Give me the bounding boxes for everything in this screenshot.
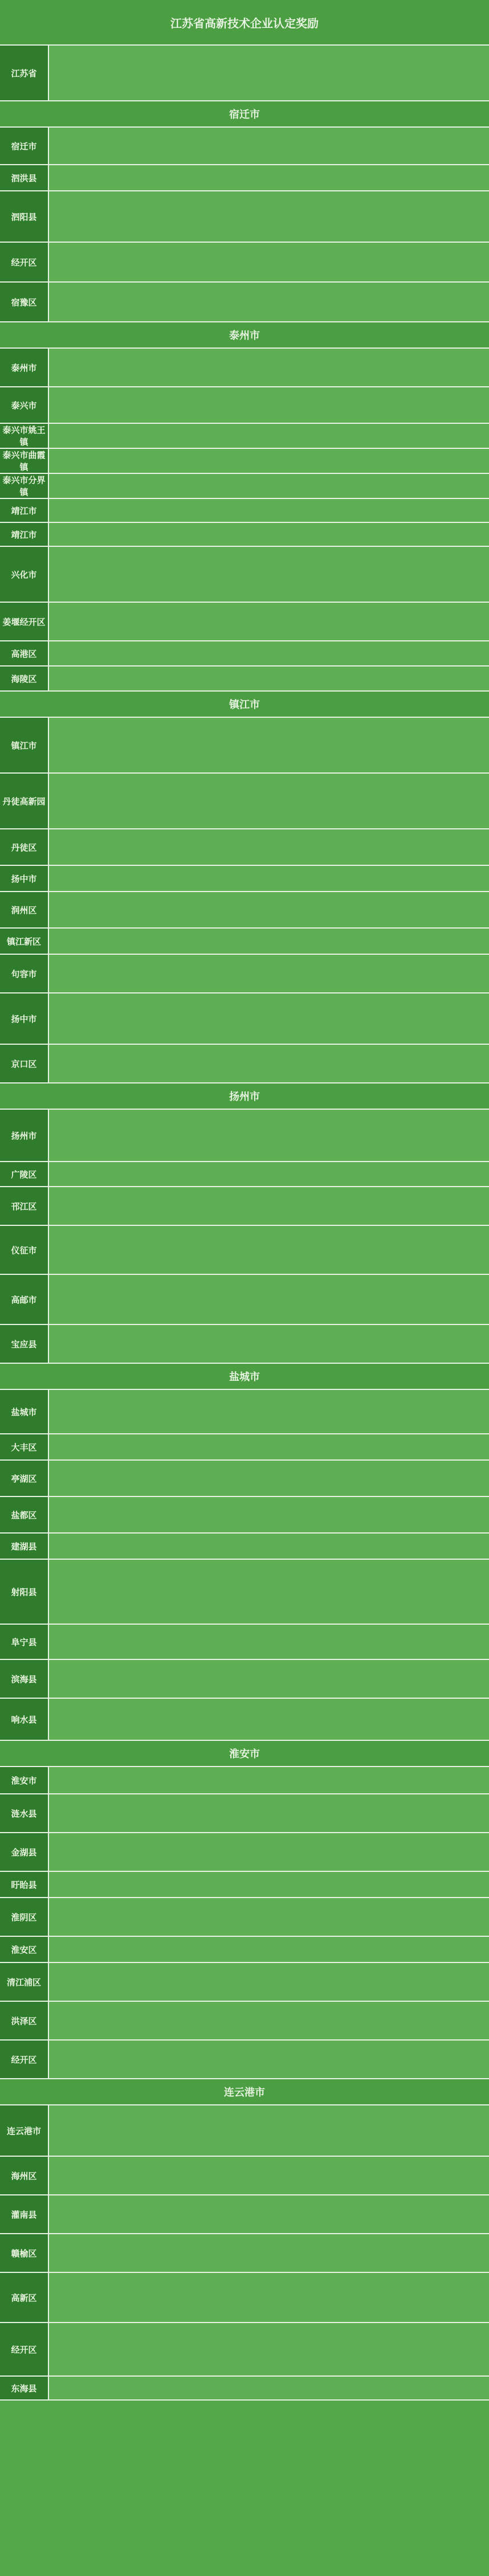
region-policy bbox=[49, 1560, 489, 1624]
region-name: 阜宁县 bbox=[0, 1625, 49, 1659]
region-policy bbox=[49, 1325, 489, 1363]
table-row bbox=[0, 1226, 489, 1275]
table-row bbox=[0, 1625, 489, 1660]
region-policy bbox=[49, 499, 489, 522]
region-name: 镇江新区 bbox=[0, 929, 49, 954]
region-name: 经开区 bbox=[0, 2323, 49, 2375]
table-row bbox=[0, 1187, 489, 1226]
region-policy bbox=[49, 718, 489, 772]
region-policy bbox=[49, 829, 489, 865]
region-name: 响水县 bbox=[0, 1699, 49, 1740]
region-policy bbox=[49, 1497, 489, 1532]
region-policy bbox=[49, 1898, 489, 1936]
region-policy bbox=[49, 774, 489, 828]
region-policy bbox=[49, 2234, 489, 2272]
table-row bbox=[0, 866, 489, 892]
region-policy bbox=[49, 1275, 489, 1324]
region-name: 洪泽区 bbox=[0, 2002, 49, 2039]
region-policy bbox=[49, 1162, 489, 1186]
city-header: 连云港市 bbox=[0, 2079, 489, 2105]
table-row bbox=[0, 449, 489, 474]
region-name: 广陵区 bbox=[0, 1162, 49, 1186]
region-policy bbox=[49, 1110, 489, 1161]
region-policy bbox=[49, 1390, 489, 1433]
region-name: 宝应县 bbox=[0, 1325, 49, 1363]
region-name: 靖江市 bbox=[0, 523, 49, 546]
region-name: 兴化市 bbox=[0, 547, 49, 602]
region-name: 句容市 bbox=[0, 955, 49, 992]
region-name: 扬中市 bbox=[0, 866, 49, 891]
table-row bbox=[0, 1660, 489, 1699]
table-row bbox=[0, 387, 489, 424]
region-name: 赣榆区 bbox=[0, 2234, 49, 2272]
region-name: 京口区 bbox=[0, 1045, 49, 1082]
region-name: 泰兴市 bbox=[0, 387, 49, 423]
region-name: 海州区 bbox=[0, 2157, 49, 2194]
region-policy bbox=[49, 2002, 489, 2039]
table-row bbox=[0, 1833, 489, 1872]
table-row bbox=[0, 547, 489, 603]
table-row bbox=[0, 2273, 489, 2323]
page-title: 江苏省高新技术企业认定奖励 bbox=[0, 0, 489, 46]
table-row bbox=[0, 1534, 489, 1560]
region-policy bbox=[49, 1699, 489, 1740]
region-name: 滨海县 bbox=[0, 1660, 49, 1698]
region-policy bbox=[49, 1660, 489, 1698]
region-policy bbox=[49, 1963, 489, 2001]
region-name: 射阳县 bbox=[0, 1560, 49, 1624]
region-name: 润州区 bbox=[0, 892, 49, 927]
table-row bbox=[0, 1699, 489, 1741]
region-policy bbox=[49, 46, 489, 100]
table-row bbox=[0, 1275, 489, 1325]
region-policy bbox=[49, 349, 489, 386]
city-header: 镇江市 bbox=[0, 692, 489, 718]
city-header: 泰州市 bbox=[0, 322, 489, 349]
table-row bbox=[0, 2234, 489, 2273]
region-name: 高邮市 bbox=[0, 1275, 49, 1324]
table-row bbox=[0, 1872, 489, 1898]
region-name: 经开区 bbox=[0, 243, 49, 281]
region-name: 宿迁市 bbox=[0, 128, 49, 164]
region-policy bbox=[49, 2041, 489, 2078]
region-policy bbox=[49, 603, 489, 640]
table-row bbox=[0, 603, 489, 641]
region-policy bbox=[49, 283, 489, 321]
table-row bbox=[0, 46, 489, 101]
region-policy bbox=[49, 1794, 489, 1832]
table-row bbox=[0, 1434, 489, 1461]
region-name: 仪征市 bbox=[0, 1226, 49, 1274]
table-row bbox=[0, 1045, 489, 1083]
region-policy bbox=[49, 892, 489, 927]
table-row bbox=[0, 499, 489, 523]
region-policy bbox=[49, 2157, 489, 2194]
table-row bbox=[0, 1898, 489, 1937]
region-name: 大丰区 bbox=[0, 1434, 49, 1459]
region-name: 清江浦区 bbox=[0, 1963, 49, 2001]
table-row bbox=[0, 128, 489, 165]
table-row bbox=[0, 993, 489, 1045]
table-row bbox=[0, 1560, 489, 1625]
region-policy bbox=[49, 128, 489, 164]
city-header: 盐城市 bbox=[0, 1364, 489, 1390]
table-row bbox=[0, 1162, 489, 1187]
table-row bbox=[0, 474, 489, 499]
region-name: 经开区 bbox=[0, 2041, 49, 2078]
region-name: 盐都区 bbox=[0, 1497, 49, 1532]
table-row bbox=[0, 892, 489, 929]
table-row bbox=[0, 424, 489, 449]
region-policy bbox=[49, 165, 489, 190]
region-name: 海陵区 bbox=[0, 667, 49, 690]
region-policy bbox=[49, 866, 489, 891]
table-row bbox=[0, 523, 489, 547]
table-row bbox=[0, 2105, 489, 2157]
region-name: 建湖县 bbox=[0, 1534, 49, 1559]
region-policy bbox=[49, 1937, 489, 1962]
region-policy bbox=[49, 387, 489, 423]
region-name: 宿豫区 bbox=[0, 283, 49, 321]
region-name: 丹徒高新园 bbox=[0, 774, 49, 828]
region-name: 盐城市 bbox=[0, 1390, 49, 1433]
region-policy bbox=[49, 641, 489, 665]
table-row bbox=[0, 955, 489, 993]
region-policy bbox=[49, 547, 489, 602]
region-policy bbox=[49, 1833, 489, 1871]
region-name: 扬州市 bbox=[0, 1110, 49, 1161]
region-policy bbox=[49, 1625, 489, 1659]
region-name: 姜堰经开区 bbox=[0, 603, 49, 640]
region-name: 高港区 bbox=[0, 641, 49, 665]
region-policy bbox=[49, 1045, 489, 1082]
region-name: 盱眙县 bbox=[0, 1872, 49, 1897]
region-name: 扬中市 bbox=[0, 993, 49, 1044]
table-row bbox=[0, 2195, 489, 2234]
table-row bbox=[0, 2041, 489, 2079]
table-row bbox=[0, 718, 489, 774]
region-name: 淮安区 bbox=[0, 1937, 49, 1962]
table-row bbox=[0, 191, 489, 243]
region-name: 镇江市 bbox=[0, 718, 49, 772]
region-policy bbox=[49, 1461, 489, 1496]
region-policy bbox=[49, 1226, 489, 1274]
region-policy bbox=[49, 1872, 489, 1897]
region-policy bbox=[49, 474, 489, 498]
table-row bbox=[0, 1963, 489, 2002]
region-name: 邗江区 bbox=[0, 1187, 49, 1225]
region-policy bbox=[49, 2105, 489, 2156]
region-name: 东海县 bbox=[0, 2377, 49, 2399]
region-policy bbox=[49, 993, 489, 1044]
table-row bbox=[0, 929, 489, 955]
region-policy bbox=[49, 449, 489, 473]
city-header: 淮安市 bbox=[0, 1741, 489, 1767]
region-name: 江苏省 bbox=[0, 46, 49, 100]
city-header: 宿迁市 bbox=[0, 101, 489, 128]
region-policy bbox=[49, 2377, 489, 2399]
table-row bbox=[0, 1390, 489, 1434]
region-name: 亭湖区 bbox=[0, 1461, 49, 1496]
region-name: 泰兴市曲霞镇 bbox=[0, 449, 49, 473]
table-row bbox=[0, 1461, 489, 1497]
region-policy bbox=[49, 2323, 489, 2375]
table-row bbox=[0, 2323, 489, 2377]
region-name: 金湖县 bbox=[0, 1833, 49, 1871]
region-policy bbox=[49, 2195, 489, 2233]
city-header: 扬州市 bbox=[0, 1083, 489, 1110]
region-policy bbox=[49, 929, 489, 954]
table-row bbox=[0, 2157, 489, 2195]
region-name: 泰兴市分界镇 bbox=[0, 474, 49, 498]
table-row bbox=[0, 1937, 489, 1963]
region-name: 泰州市 bbox=[0, 349, 49, 386]
region-name: 连云港市 bbox=[0, 2105, 49, 2156]
region-name: 灌南县 bbox=[0, 2195, 49, 2233]
table-row bbox=[0, 2002, 489, 2041]
region-name: 淮安市 bbox=[0, 1767, 49, 1793]
region-policy bbox=[49, 1434, 489, 1459]
table-row bbox=[0, 349, 489, 387]
table-row bbox=[0, 2377, 489, 2401]
region-policy bbox=[49, 1767, 489, 1793]
region-name: 涟水县 bbox=[0, 1794, 49, 1832]
region-policy bbox=[49, 1187, 489, 1225]
region-policy bbox=[49, 955, 489, 992]
region-policy bbox=[49, 1534, 489, 1559]
table-row bbox=[0, 774, 489, 829]
region-policy bbox=[49, 243, 489, 281]
region-policy bbox=[49, 2273, 489, 2322]
table-row bbox=[0, 165, 489, 191]
region-name: 泰兴市姚王镇 bbox=[0, 424, 49, 448]
table-row bbox=[0, 243, 489, 283]
table-row bbox=[0, 1767, 489, 1794]
table-row bbox=[0, 641, 489, 667]
region-name: 丹徒区 bbox=[0, 829, 49, 865]
region-name: 淮阴区 bbox=[0, 1898, 49, 1936]
table-row bbox=[0, 829, 489, 866]
region-name: 泗阳县 bbox=[0, 191, 49, 242]
table-row bbox=[0, 667, 489, 692]
table-row bbox=[0, 1794, 489, 1833]
region-policy bbox=[49, 424, 489, 448]
table-row bbox=[0, 1497, 489, 1534]
region-name: 靖江市 bbox=[0, 499, 49, 522]
table-row bbox=[0, 283, 489, 322]
region-policy bbox=[49, 667, 489, 690]
region-name: 高新区 bbox=[0, 2273, 49, 2322]
region-policy bbox=[49, 191, 489, 242]
table-row bbox=[0, 1110, 489, 1162]
table-row bbox=[0, 1325, 489, 1364]
region-name: 泗洪县 bbox=[0, 165, 49, 190]
region-policy bbox=[49, 523, 489, 546]
